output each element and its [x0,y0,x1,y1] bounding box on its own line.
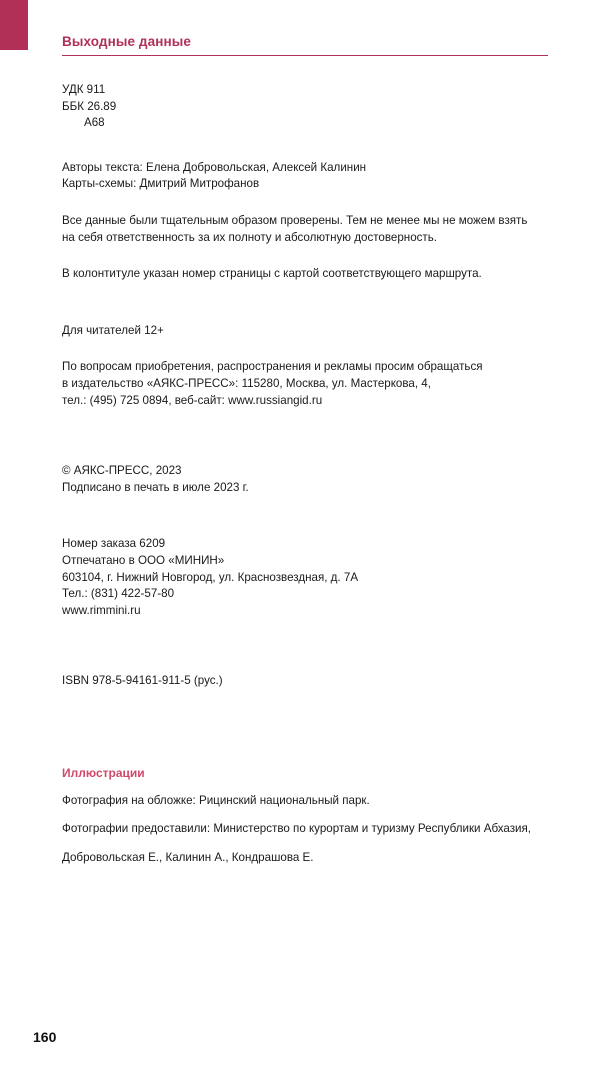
spacer [62,297,562,323]
illustrations-title: Иллюстрации [62,766,145,780]
credits-block [62,160,562,193]
catalog-code: А68 [84,116,105,130]
printer-name-line: Отпечатано в ООО «МИНИН» [62,553,225,567]
disclaimer-line-1: Все данные были тщательным образом проверены. Тем не менее мы не можем взять [62,213,528,227]
corner-tab-decoration [0,0,28,50]
print-date-line: Подписано в печать в июле 2023 г. [62,480,249,494]
printer-website-line: www.rimmini.ru [62,603,141,617]
header-divider [62,55,548,56]
running-head-note [62,266,562,283]
page-number: 160 [33,1029,57,1045]
sales-line-2: в издательство «АЯКС-ПРЕСС»: 115280, Москва, ул. Мастеркова, 4, [62,376,431,390]
age-rating-text: Для читателей 12+ [62,323,164,337]
running-head-text: В колонтитуле указан номер страницы с картой соответствующего маршрута. [62,267,482,281]
imprint-content [62,82,562,704]
maps-line: Карты-схемы: Дмитрий Митрофанов [62,177,260,191]
classification-codes [62,82,562,132]
illustrations-section [62,765,562,878]
bbk-code: ББК 26.89 [62,99,117,113]
spacer [62,510,562,536]
illustrations-line-3: Добровольская Е., Калинин А., Кондрашова Е. [62,850,314,864]
illustrations-line-1: Фотография на обложке: Рицинский национальный парк. [62,794,370,808]
order-number-line: Номер заказа 6209 [62,537,166,551]
disclaimer-line-2: на себя ответственность за их полноту и абсолютную достоверность. [62,230,438,244]
page-header [62,34,548,56]
spacer [62,633,562,673]
spacer [62,423,562,463]
age-rating-block [62,323,562,340]
authors-line: Авторы текста: Елена Добровольская, Алексей Калинин [62,160,367,174]
copyright-line: © АЯКС-ПРЕСС, 2023 [62,464,182,478]
isbn-block [62,673,562,690]
printing-house-block [62,536,562,619]
illustrations-line-2: Фотографии предоставили: Министерство по курортам и туризму Республики Абхазия, [62,822,531,836]
sales-line-3: тел.: (495) 725 0894, веб-сайт: www.russiangid.ru [62,393,323,407]
printer-address-line: 603104, г. Нижний Новгород, ул. Краснозвездная, д. 7А [62,570,359,584]
printer-phone-line: Тел.: (831) 422-57-80 [62,587,175,601]
page-title: Выходные данные [62,34,191,49]
isbn-text: ISBN 978-5-94161-911-5 (рус.) [62,674,223,688]
sales-contact-block [62,359,562,409]
sales-line-1: По вопросам приобретения, распространения и рекламы просим обращаться [62,360,483,374]
spacer [62,146,562,160]
udk-code: УДК 911 [62,83,106,96]
copyright-block [62,463,562,496]
disclaimer-block [62,213,562,246]
